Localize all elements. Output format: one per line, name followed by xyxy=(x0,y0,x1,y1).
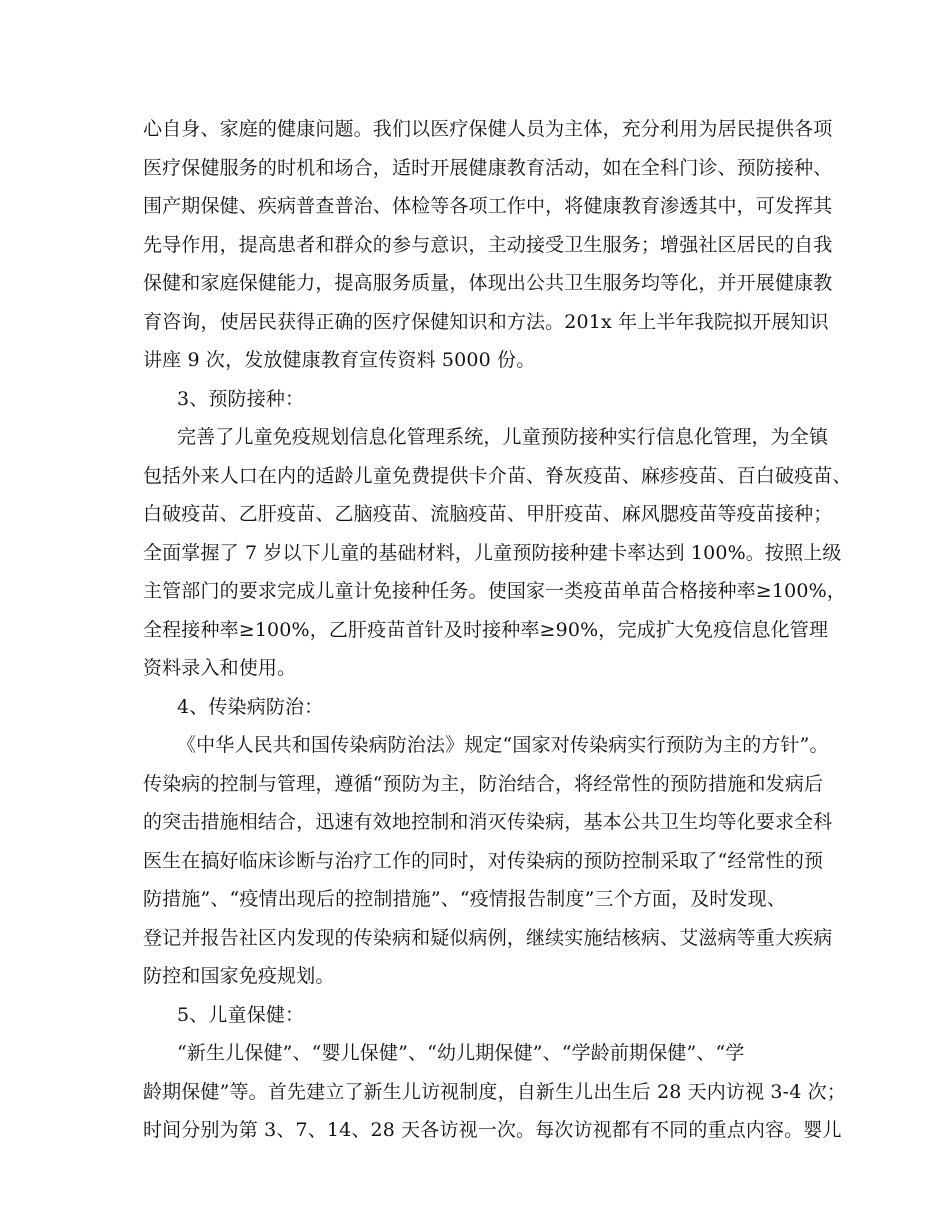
text-line: 先导作用，提高患者和群众的参与意识，主动接受卫生服务；增强社区居民的自我 xyxy=(143,234,833,256)
text-line: 登记并报告社区内发现的传染病和疑似病例，继续实施结核病、艾滋病等重大疾病 xyxy=(143,927,833,949)
text-line: 全面掌握了 7 岁以下儿童的基础材料，儿童预防接种建卡率达到 100%。按照上级 xyxy=(143,542,842,564)
text-line: 的突击措施相结合，迅速有效地控制和消灭传染病，基本公共卫生均等化要求全科 xyxy=(143,811,833,833)
text-line: “新生儿保健”、“婴儿保健”、“幼儿期保健”、“学龄前期保健”、“学 xyxy=(177,1042,745,1064)
text-line: 包括外来人口在内的适龄儿童免费提供卡介苗、脊灰疫苗、麻疹疫苗、百白破疫苗、 xyxy=(143,465,852,487)
text-line: 全程接种率≥100%，乙肝疫苗首针及时接种率≥90%，完成扩大免疫信息化管理 xyxy=(143,619,829,641)
text-line: 防控和国家免疫规划。 xyxy=(143,965,335,987)
text-line: 完善了儿童免疫规划信息化管理系统，儿童预防接种实行信息化管理，为全镇 xyxy=(177,426,829,448)
text-line: 围产期保健、疾病普查普治、体检等各项工作中，将健康教育渗透其中，可发挥其 xyxy=(143,195,833,217)
text-line: 医生在搞好临床诊断与治疗工作的同时，对传染病的预防控制采取了“经常性的预 xyxy=(143,850,824,872)
text-line: 主管部门的要求完成儿童计免接种任务。使国家一类疫苗单苗合格接种率≥100%， xyxy=(143,580,846,602)
section-heading-vaccination: 3、预防接种： xyxy=(177,388,305,410)
text-line: 《中华人民共和国传染病防治法》规定“国家对传染病实行预防为主的方针”。 xyxy=(177,734,829,756)
section-heading-infectious-disease: 4、传染病防治： xyxy=(177,696,324,718)
section-heading-child-health: 5、儿童保健： xyxy=(177,1004,305,1026)
text-line: 保健和家庭保健能力，提高服务质量，体现出公共卫生服务均等化，并开展健康教 xyxy=(143,272,833,294)
text-line: 心自身、家庭的健康问题。我们以医疗保健人员为主体，充分利用为居民提供各项 xyxy=(143,118,833,140)
text-line: 医疗保健服务的时机和场合，适时开展健康教育活动，如在全科门诊、预防接种、 xyxy=(143,157,833,179)
text-line: 龄期保健”等。首先建立了新生儿访视制度，自新生儿出生后 28 天内访视 3-4 次； xyxy=(143,1081,846,1103)
text-line: 防措施”、“疫情出现后的控制措施”、“疫情报告制度”三个方面，及时发现、 xyxy=(143,888,786,910)
text-line: 资料录入和使用。 xyxy=(143,657,297,679)
text-line: 育咨询，使居民获得正确的医疗保健知识和方法。201x 年上半年我院拟开展知识 xyxy=(143,311,829,333)
text-line: 讲座 9 次，发放健康教育宣传资料 5000 份。 xyxy=(143,349,536,371)
text-line: 时间分别为第 3、7、14、28 天各访视一次。每次访视都有不同的重点内容。婴儿 xyxy=(143,1119,842,1141)
text-line: 白破疫苗、乙肝疫苗、乙脑疫苗、流脑疫苗、甲肝疫苗、麻风腮疫苗等疫苗接种； xyxy=(143,503,833,525)
text-line: 传染病的控制与管理，遵循“预防为主，防治结合，将经常性的预防措施和发病后 xyxy=(143,773,824,795)
